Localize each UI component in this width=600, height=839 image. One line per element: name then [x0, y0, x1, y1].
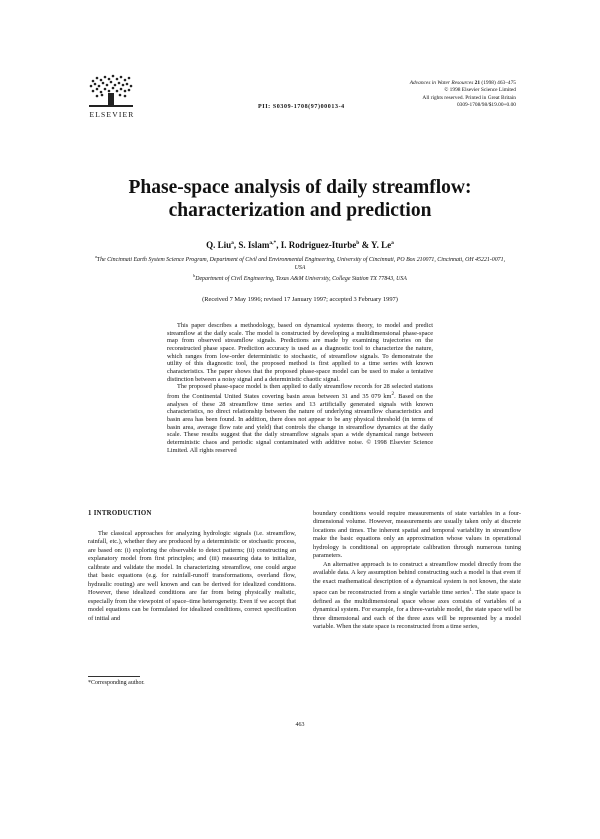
journal-issue-pages: (1998) 463–475 [481, 80, 516, 86]
abstract-text: The proposed phase-space model is then applied to daily streamflow records for 28 selected stations from the Continental United States covering basin areas between 31 and 35 079 km [167, 383, 433, 400]
journal-name: Advances in Water Resources [409, 80, 474, 86]
affiliation-b [90, 272, 510, 284]
author-name: I. Rodriguez-Iturbe [280, 240, 357, 250]
author-affiliation-mark: a [231, 240, 234, 246]
pii-identifier: PII: S0309-1708(97)00013-4 [258, 104, 345, 110]
body-text: . The state space is defined as the multidimensional space whose axes consists of variables of a dynamical system. For example, for a three-variable model, the state space will be three dimensional and each of the three axes will be represented by a model variable. When the state space is reconstructed from a time series, [313, 589, 521, 630]
journal-issn: 0309-1708/98/$19.00+0.00 [456, 102, 516, 109]
body-column-right [313, 510, 521, 631]
author-name: S. Islam [238, 240, 270, 250]
abstract-paragraph: This paper describes a methodology, based on dynamical systems theory, to model and predict streamflow at the daily scale. The model is constructed by developing a multidimensional phase-space map from observed streamflow signals. Predictions are made by examining trajectories on the reconstructed phase space. Prediction accuracy is used as a diagnostic tool to characterize the nature, which ranges from low-order deterministic to stochastic, of streamflow signals. To demonstrate the utility of this diagnostic tool, the proposed method is first applied to a time series with known characteristics. The paper shows that the proposed phase-space model can be used to make a tentative distinction between a noisy signal and a deterministic chaotic signal. [167, 322, 433, 383]
author-affiliation-mark: a,* [269, 240, 277, 246]
affiliation-text: Department of Civil Engineering, Texas A&M University, College Station TX 77843, USA [195, 276, 407, 283]
footnote: *Corresponding author. [88, 680, 145, 686]
elsevier-logo-text: ELSEVIER [89, 110, 135, 119]
author-list: Q. Liu$^a$, S. Islam$^{a,*}$, I. Rodriguez-Iturbe$^b$ & Y. Le$^a$ [206, 240, 394, 250]
elsevier-tree-emblem-icon [83, 73, 139, 109]
body-paragraph: The classical approaches for analyzing hydrologic signals (i.e. streamflow, rainfall, etc.), whether they are produced by a deterministic or stochastic process, are based on: (i) exploring the observable to detect patterns; (ii) constructing an explanatory model from first principles; and (iii) measuring data to initialize, calibrate and validate the model. In characterizing streamflow, one could argue that basic equations (e.g. for rainfall-runoff transformations, overland flow, hydraulic routing) are well known and can be derived for idealized conditions. However, these idealized conditions are far from being physically realistic, especially from the viewpoint of space–time heterogeneity. Even if we accept that model equations can be formulated for idealized conditions, correct specification of initial and [88, 530, 296, 622]
affiliation-mark: a [94, 254, 97, 259]
abstract-paragraph [167, 383, 433, 454]
author-affiliation-mark: b [356, 240, 360, 246]
body-text: An alternative approach is to construct a streamflow model directly from the available data. A key assumption behind constructing such a model is that even if the exact mathematical description of a dynamical system is not known, the state space can be reconstructed from a single variable time series [313, 560, 521, 597]
journal-copyright: © 1998 Elsevier Science Limited [444, 87, 516, 94]
author-affiliation-mark: a [391, 240, 394, 246]
affiliations [90, 253, 510, 284]
body-paragraph [313, 561, 521, 632]
affiliation-text: The Cincinnati Earth System Science Program, Department of Civil and Environmental Engineering, University of Cincinnati, PO Box 210071, Cincinnati, OH 45221-0071, USA [96, 256, 506, 271]
footnote-divider [88, 676, 140, 677]
author-conjunction: & [361, 240, 370, 250]
body-column-left [88, 530, 296, 623]
body-paragraph: boundary conditions would require measurements of state variables in a four-dimensional volume. However, measurements are usually taken only at discrete locations and times. The inherent spatial and temporal variability in streamflow make the basic equations only an approximation whose values in operational hydrology is conditional on appropriate calibration through numerous tuning parameters. [313, 510, 521, 560]
affiliation-mark: b [193, 273, 196, 279]
paper-title [40, 176, 560, 222]
journal-info [316, 80, 516, 110]
superscript: 2 [391, 390, 395, 397]
page-number: 463 [295, 722, 305, 728]
section-heading: 1 INTRODUCTION [88, 510, 152, 517]
title-line-2: characterization and prediction [168, 200, 432, 221]
received-dates: (Received 7 May 1996; revised 17 January 1997; accepted 3 February 1997) [202, 296, 398, 303]
journal-volume: 21 [474, 80, 481, 86]
journal-rights: All rights reserved. Printed in Great Britain [422, 94, 516, 101]
title-line-1: Phase-space analysis of daily streamflow: [128, 177, 472, 198]
footnote-reference: 1 [469, 587, 473, 594]
abstract [167, 322, 433, 454]
author-name: Q. Liu [206, 240, 232, 250]
author-name: Y. Le [370, 240, 392, 250]
affiliation-a [90, 253, 510, 272]
abstract-text: . Based on the analyses of these 28 streamflow time series and 13 artificially generated signals with known characteristics, no direct relationship between the nature of underlying streamflow characteristics and basin area has been found. In addition, there does not appear to be any physical threshold (in terms of basin area, average flow rate and yield) that controls the change in streamflow dynamics at the daily scale. These results suggest that the daily streamflow signals span a wide dynamical range between deterministic chaos and periodic signal contaminated with additive noise. © 1998 Elsevier Science Limited. All rights reserved [167, 393, 433, 454]
